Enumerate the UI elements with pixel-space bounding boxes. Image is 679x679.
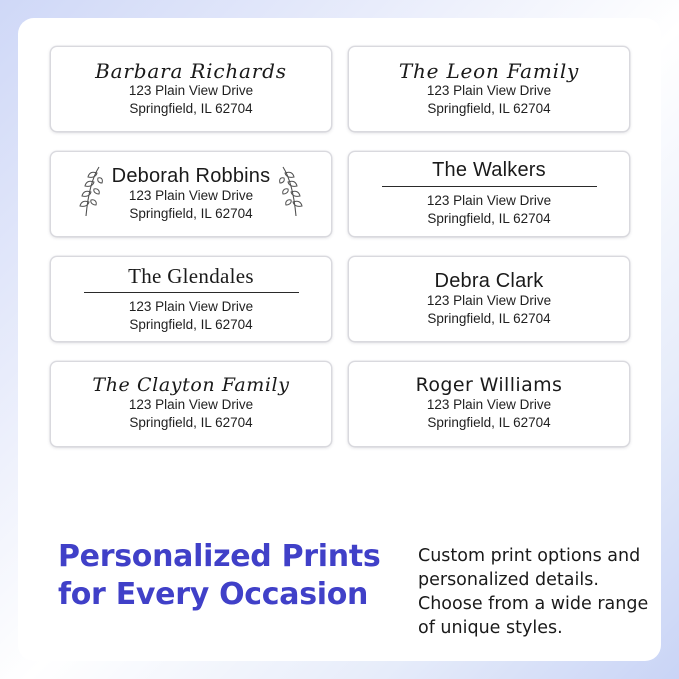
label-address-line1: 123 Plain View Drive — [426, 397, 552, 413]
address-label[interactable] — [348, 256, 630, 342]
headline — [58, 538, 408, 615]
label-name: The Walkers — [432, 159, 546, 182]
address-label-grid — [50, 46, 630, 447]
botanical-sprig-icon — [78, 164, 104, 225]
label-address-line2: Springfield, IL 62704 — [129, 100, 253, 116]
label-name: Debra Clark — [434, 269, 544, 292]
address-label[interactable] — [50, 256, 332, 342]
address-label[interactable] — [50, 46, 332, 132]
label-name: The Clayton Family — [92, 374, 290, 397]
label-sheet — [18, 18, 661, 661]
label-address-line1: 123 Plain View Drive — [128, 397, 254, 413]
subcopy — [418, 538, 658, 641]
label-name-block — [92, 376, 289, 396]
address-label[interactable] — [50, 361, 332, 447]
headline-line-1: Personalized Prints — [58, 539, 381, 574]
label-address-line1: 123 Plain View Drive — [426, 82, 552, 98]
divider — [84, 292, 299, 293]
address-label[interactable] — [348, 46, 630, 132]
label-name-block — [435, 271, 544, 292]
divider — [382, 186, 597, 187]
subcopy-line-4: of unique styles. — [418, 618, 563, 639]
subcopy-line-3: Choose from a wide range — [418, 594, 649, 615]
label-address-line1: 123 Plain View Drive — [426, 193, 552, 209]
label-name-block — [382, 160, 597, 192]
subcopy-line-2: personalized details. — [418, 570, 599, 591]
label-address-line2: Springfield, IL 62704 — [427, 211, 551, 226]
label-address-line2: Springfield, IL 62704 — [427, 414, 551, 430]
label-address-line1: 123 Plain View Drive — [128, 298, 254, 314]
label-text-column — [112, 166, 271, 222]
label-address-line1: 123 Plain View Drive — [426, 292, 552, 308]
marketing-footer — [58, 538, 658, 641]
label-address-line2: Springfield, IL 62704 — [129, 205, 253, 221]
address-label[interactable] — [348, 361, 630, 447]
label-address-line2: Springfield, IL 62704 — [427, 100, 551, 116]
botanical-sprig-icon — [278, 164, 304, 225]
label-name: The Leon Family — [398, 58, 580, 83]
label-name-block — [95, 58, 287, 83]
subcopy-line-1: Custom print options and — [418, 546, 641, 566]
label-name: Deborah Robbins — [111, 164, 271, 187]
label-name-block — [416, 376, 563, 396]
address-label[interactable] — [348, 151, 630, 237]
label-address-line2: Springfield, IL 62704 — [129, 414, 253, 430]
headline-line-2: for Every Occasion — [58, 577, 369, 613]
label-name-block — [84, 265, 299, 298]
label-name-block — [398, 58, 580, 83]
label-name-block — [78, 164, 305, 225]
label-name: Barbara Richards — [95, 58, 287, 83]
label-address-line1: 123 Plain View Drive — [128, 82, 254, 98]
label-name: Roger Williams — [415, 374, 563, 397]
label-address-line1: 123 Plain View Drive — [128, 187, 254, 203]
label-address-line2: Springfield, IL 62704 — [129, 316, 253, 332]
label-address-line2: Springfield, IL 62704 — [427, 310, 551, 326]
address-label[interactable] — [50, 151, 332, 237]
label-name: The Glendales — [128, 263, 254, 288]
